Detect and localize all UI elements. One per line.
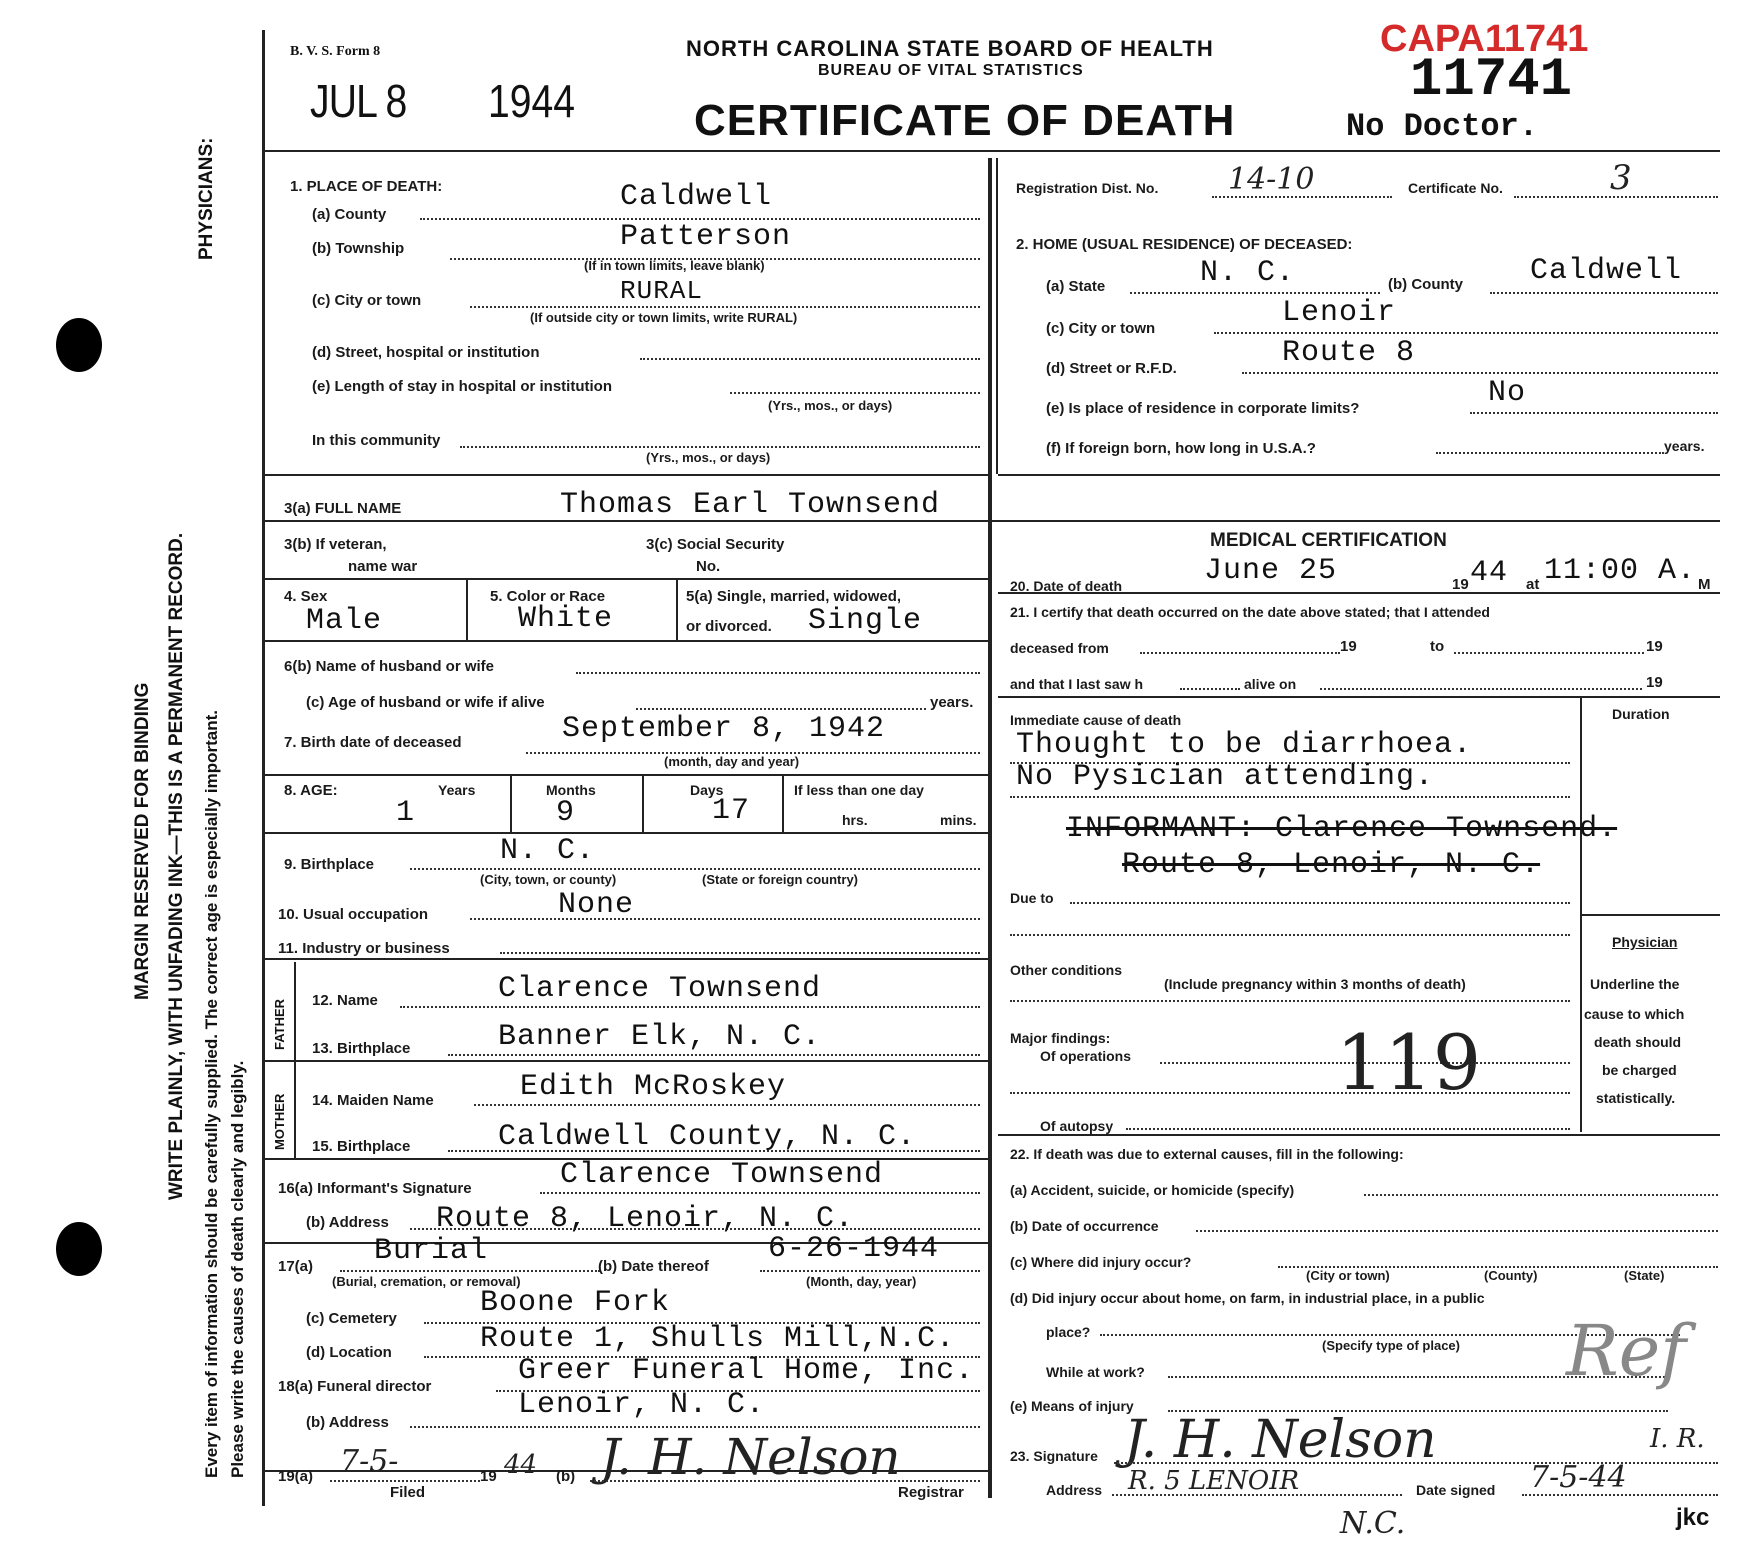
residence-street-line — [1242, 372, 1718, 374]
corporate-limits-value: No — [1488, 376, 1527, 410]
sex-label: 4. Sex — [284, 588, 328, 605]
residence-street-value: Route 8 — [1282, 336, 1416, 370]
residence-county-label: (b) County — [1388, 276, 1463, 293]
father-birthplace-line — [448, 1054, 980, 1056]
external-c-state: (State) — [1624, 1268, 1665, 1283]
binding-hole-bottom — [56, 1222, 102, 1276]
deceased-from-line — [1140, 652, 1340, 654]
informant-addr-label: (b) Address — [306, 1214, 389, 1231]
death-time-value: 11:00 A. — [1544, 554, 1697, 588]
full-name-label: 3(a) FULL NAME — [284, 500, 402, 517]
residence-county-value: Caldwell — [1530, 254, 1683, 288]
father-name-line — [400, 1006, 980, 1008]
form-number: B. V. S. Form 8 — [290, 44, 381, 59]
years-label: Years — [438, 782, 476, 798]
industry-label: 11. Industry or business — [278, 940, 450, 957]
father-mother-rule — [262, 1060, 990, 1062]
cause-code: 119 — [1336, 1018, 1482, 1107]
age-rule — [262, 832, 990, 834]
alive-on-line — [1320, 688, 1642, 690]
age-days-value: 17 — [712, 794, 751, 828]
occupation-value: None — [558, 888, 635, 922]
due-to-line — [1070, 902, 1570, 904]
nineteen-c: 19 — [1646, 674, 1663, 691]
address-line — [1112, 1494, 1402, 1496]
cemetery-value: Boone Fork — [480, 1286, 671, 1320]
operations-label: Of operations — [1040, 1048, 1132, 1064]
birthplace-line — [410, 868, 980, 870]
physician-signature-suffix: I. R. — [1650, 1424, 1705, 1454]
immediate-cause-1: Thought to be diarrhoea. — [1016, 728, 1473, 762]
age-divider-1 — [510, 776, 512, 832]
race-value: White — [518, 602, 614, 636]
due-to-line-2 — [1010, 934, 1570, 936]
father-birthplace-label: 13. Birthplace — [312, 1040, 411, 1057]
death-year-value: 44 — [1470, 556, 1509, 590]
physician-signature: J. H. Nelson — [1124, 1410, 1437, 1470]
sex-rule — [262, 640, 990, 642]
nineteen-a: 19 — [1340, 638, 1357, 655]
deceased-full-name: Thomas Earl Townsend — [560, 488, 941, 522]
signature-line — [1114, 1462, 1718, 1464]
residence-city-label: (c) City or town — [1046, 320, 1156, 337]
spouse-age-label: (c) Age of husband or wife if alive — [306, 694, 545, 711]
occupation-line — [470, 918, 980, 920]
deceased-from-label: deceased from — [1010, 640, 1109, 656]
cause2-line — [1010, 796, 1570, 798]
last-saw-label: and that I last saw h — [1010, 676, 1144, 692]
registrar-signature: J. H. Nelson — [600, 1428, 901, 1486]
informant-sig-value: Clarence Townsend — [560, 1158, 884, 1192]
residence-city-line — [1214, 332, 1718, 334]
duration-label: Duration — [1612, 706, 1670, 722]
certificate-no-value: 3 — [1610, 158, 1632, 198]
mother-birthplace-value: Caldwell County, N. C. — [498, 1120, 917, 1154]
community-line — [460, 446, 980, 448]
date-signed-label: Date signed — [1416, 1482, 1496, 1498]
mother-birthplace-label: 15. Birthplace — [312, 1138, 411, 1155]
birthplace-note-city: (City, town, or county) — [480, 872, 617, 887]
residence-state-value: N. C. — [1200, 256, 1296, 290]
foreign-born-label: (f) If foreign born, how long in U.S.A.? — [1046, 440, 1316, 457]
mother-name-line — [474, 1104, 980, 1106]
registrar-line — [590, 1480, 980, 1482]
filing-year-label: 19 — [480, 1468, 497, 1485]
filed-stamp-year: 1944 — [488, 75, 575, 127]
disposition-label: 17(a) — [278, 1258, 314, 1275]
registration-dist-value: 14-10 — [1228, 162, 1315, 197]
marital-label-2: or divorced. — [686, 618, 772, 635]
disposition-method-line — [340, 1270, 600, 1272]
operations-line-2 — [1010, 1092, 1570, 1094]
immediate-cause-rule — [998, 696, 1720, 698]
age-years-value: 1 — [396, 796, 416, 830]
veteran-label-2: name war — [348, 558, 418, 575]
disposition-method-note: (Burial, cremation, or removal) — [332, 1274, 521, 1289]
age-label: 8. AGE: — [284, 782, 338, 799]
informant-addr-value: Route 8, Lenoir, N. C. — [436, 1202, 855, 1236]
to-line — [1454, 652, 1644, 654]
external-a-line — [1364, 1194, 1718, 1196]
father-birthplace-value: Banner Elk, N. C. — [498, 1020, 822, 1054]
other-conditions-note: (Include pregnancy within 3 months of death) — [1164, 976, 1466, 992]
marital-value: Single — [808, 604, 923, 638]
physician-note-2: cause to which — [1584, 1006, 1685, 1022]
nineteen-b: 19 — [1646, 638, 1663, 655]
certify-statement: 21. I certify that death occurred on the date above stated; that I attended — [1010, 604, 1490, 620]
physician-note-3: death should — [1594, 1034, 1682, 1050]
reviewer-initials: Ref — [1566, 1310, 1687, 1392]
major-findings-label: Major findings: — [1010, 1030, 1111, 1046]
disposition-date-note: (Month, day, year) — [806, 1274, 917, 1289]
death-date-label: 20. Date of death — [1010, 578, 1123, 594]
community-units: (Yrs., mos., or days) — [646, 450, 771, 465]
spouse-name-line — [576, 672, 980, 674]
veteran-rule — [262, 578, 990, 580]
disposition-date-label: (b) Date thereof — [598, 1258, 709, 1275]
bureau-name: BUREAU OF VITAL STATISTICS — [818, 62, 1084, 79]
sex-value: Male — [306, 604, 383, 638]
community-label: In this community — [312, 432, 441, 449]
physician-rule — [1582, 914, 1720, 916]
alive-on-label: alive on — [1244, 676, 1297, 692]
death-m-label: M — [1698, 576, 1711, 593]
birth-date-note: (month, day and year) — [664, 754, 800, 769]
external-causes-label: 22. If death was due to external causes, fill in the following: — [1010, 1146, 1404, 1162]
external-b-line — [1196, 1230, 1718, 1232]
date-signed-line — [1522, 1494, 1718, 1496]
township-note: (If in town limits, leave blank) — [584, 258, 765, 273]
location-label: (d) Location — [306, 1344, 392, 1361]
spouse-age-line — [636, 708, 926, 710]
other-conditions-label: Other conditions — [1010, 962, 1122, 978]
sex-divider — [466, 580, 468, 640]
funeral-director-addr-value: Lenoir, N. C. — [518, 1388, 766, 1422]
residence-street-label: (d) Street or R.F.D. — [1046, 360, 1177, 377]
right-top-rule — [998, 474, 1720, 476]
age-months-value: 9 — [556, 796, 576, 830]
funeral-director-addr-label: (b) Address — [306, 1414, 389, 1431]
center-divider-2 — [996, 158, 998, 474]
ss-label: 3(c) Social Security — [646, 536, 785, 553]
registrar-label: Registrar — [898, 1484, 964, 1501]
header-rule — [262, 150, 1720, 152]
disposition-date-value: 6-26-1944 — [768, 1232, 940, 1266]
ss-label-2: No. — [696, 558, 721, 575]
race-label: 5. Color or Race — [490, 588, 606, 605]
archive-id-stamp: CAPA11741 — [1380, 18, 1589, 60]
city-line — [470, 306, 980, 308]
external-c-county: (County) — [1484, 1268, 1538, 1283]
county-label: (a) County — [312, 206, 387, 223]
physician-address: R. 5 LENOIR — [1128, 1466, 1300, 1496]
corporate-limits-line — [1470, 412, 1718, 414]
section1-rule — [262, 474, 990, 476]
foreign-born-line — [1436, 452, 1664, 454]
months-label: Months — [546, 782, 596, 798]
margin-binding-text: MARGIN RESERVED FOR BINDING — [132, 682, 153, 1000]
external-d-label: (d) Did injury occur about home, on farm, in industrial place, in a public — [1010, 1290, 1485, 1306]
filed-label: Filed — [390, 1484, 426, 1501]
residence-state-line — [1130, 292, 1380, 294]
cemetery-label: (c) Cemetery — [306, 1310, 397, 1327]
external-c-label: (c) Where did injury occur? — [1010, 1254, 1192, 1270]
death-year-label: 19 — [1452, 576, 1469, 593]
mother-name-label: 14. Maiden Name — [312, 1092, 434, 1109]
filing-label: 19(a) — [278, 1468, 314, 1485]
disposition-method-value: Burial — [374, 1234, 489, 1268]
external-a-label: (a) Accident, suicide, or homicide (specify) — [1010, 1182, 1295, 1198]
birthplace-note-state: (State or foreign country) — [702, 872, 859, 887]
archive-number-stamp: 11741 — [1410, 50, 1573, 111]
physician-note-5: statistically. — [1596, 1090, 1676, 1106]
hrs-label: hrs. — [842, 812, 868, 828]
informant-sig-label: 16(a) Informant's Signature — [278, 1180, 472, 1197]
medical-cert-title: MEDICAL CERTIFICATION — [1210, 530, 1447, 551]
father-side-label: FATHER — [272, 998, 287, 1050]
margin-ink-text: WRITE PLAINLY, WITH UNFADING INK—THIS IS A PERMANENT RECORD. — [166, 532, 187, 1200]
street-line — [640, 358, 980, 360]
days-label: Days — [690, 782, 724, 798]
city-label: (c) City or town — [312, 292, 422, 309]
stay-units: (Yrs., mos., or days) — [768, 398, 893, 413]
other-conditions-line — [1010, 1000, 1570, 1002]
name-rule — [262, 520, 1720, 522]
physician-note-4: be charged — [1602, 1062, 1677, 1078]
no-doctor-note: No Doctor. — [1346, 108, 1539, 145]
informant-statement: INFORMANT: Clarence Townsend. — [1066, 812, 1618, 846]
birthplace-label: 9. Birthplace — [284, 856, 375, 873]
binding-hole-top — [56, 318, 102, 372]
external-d-note: (Specify type of place) — [1322, 1338, 1460, 1353]
marital-label: 5(a) Single, married, widowed, — [686, 588, 902, 605]
residence-state-label: (a) State — [1046, 278, 1106, 295]
last-saw-line — [1180, 688, 1240, 690]
race-divider — [676, 580, 678, 640]
archivist-initials: jkc — [1676, 1504, 1710, 1531]
physician-title: Physician — [1612, 934, 1678, 950]
age-divider-2 — [642, 776, 644, 832]
filing-year-value: 44 — [504, 1450, 538, 1480]
left-border — [262, 30, 265, 1506]
birth-date-label: 7. Birth date of deceased — [284, 734, 462, 751]
external-d-label-2: place? — [1046, 1324, 1091, 1340]
father-name-label: 12. Name — [312, 992, 378, 1009]
board-name: NORTH CAROLINA STATE BOARD OF HEALTH — [686, 36, 1214, 61]
age-divider-3 — [782, 776, 784, 832]
birth-date-value: September 8, 1942 — [562, 712, 886, 746]
filing-date-line — [330, 1480, 480, 1482]
father-name-value: Clarence Townsend — [498, 972, 822, 1006]
while-at-work-label: While at work? — [1046, 1364, 1145, 1380]
occupation-top-rule — [262, 958, 990, 960]
margin-instructions-line1: Every item of information should be carefully supplied. The correct age is especially important. — [202, 709, 221, 1478]
registration-dist-label: Registration Dist. No. — [1016, 180, 1159, 196]
informant-sig-line — [540, 1192, 980, 1194]
birth-date-rule — [262, 774, 990, 776]
stay-label: (e) Length of stay in hospital or institution — [312, 378, 612, 395]
funeral-director-label: 18(a) Funeral director — [278, 1378, 432, 1395]
external-rule — [998, 1134, 1720, 1136]
external-c-city: (City or town) — [1306, 1268, 1390, 1283]
occupation-label: 10. Usual occupation — [278, 906, 429, 923]
residence-label: 2. HOME (USUAL RESIDENCE) OF DECEASED: — [1016, 236, 1353, 253]
certificate-no-label: Certificate No. — [1408, 180, 1503, 196]
physician-address-2: N.C. — [1340, 1506, 1406, 1541]
page-title: CERTIFICATE OF DEATH — [694, 96, 1236, 145]
immediate-cause-2: No Pysician attending. — [1016, 760, 1435, 794]
margin-instructions-line2: Please write the causes of death clearly and legibly. — [228, 1060, 247, 1478]
autopsy-line — [1126, 1128, 1570, 1130]
filing-date-value: 7-5- — [340, 1444, 399, 1479]
birthplace-value: N. C. — [500, 834, 596, 868]
place-of-death-label: 1. PLACE OF DEATH: — [290, 178, 443, 195]
external-b-label: (b) Date of occurrence — [1010, 1218, 1159, 1234]
residence-county-line — [1490, 292, 1718, 294]
stay-line — [730, 392, 980, 394]
spouse-name-label: 6(b) Name of husband or wife — [284, 658, 495, 675]
death-township-value: Patterson — [620, 220, 792, 254]
township-label: (b) Township — [312, 240, 405, 257]
informant-statement-addr: Route 8, Lenoir, N. C. — [1122, 848, 1541, 882]
industry-line — [500, 952, 980, 954]
external-e-label: (e) Means of injury — [1010, 1398, 1134, 1414]
death-city-value: RURAL — [620, 276, 704, 306]
autopsy-label: Of autopsy — [1040, 1118, 1114, 1134]
corporate-limits-label: (e) Is place of residence in corporate limits? — [1046, 400, 1360, 417]
immediate-cause-label: Immediate cause of death — [1010, 712, 1182, 728]
funeral-director-value: Greer Funeral Home, Inc. — [518, 1354, 975, 1388]
less-than-day-label: If less than one day — [794, 782, 924, 798]
filing-b-label: (b) — [556, 1468, 576, 1485]
residence-city-value: Lenoir — [1282, 296, 1397, 330]
foreign-born-units: years. — [1664, 438, 1705, 454]
veteran-label: 3(b) If veteran, — [284, 536, 387, 553]
mother-name-value: Edith McRoskey — [520, 1070, 787, 1104]
margin-physicians-text: PHYSICIANS: — [196, 137, 217, 260]
city-note: (If outside city or town limits, write RURAL) — [530, 310, 798, 325]
physician-note-1: Underline the — [1590, 976, 1680, 992]
location-value: Route 1, Shulls Mill,N.C. — [480, 1322, 956, 1356]
street-label: (d) Street, hospital or institution — [312, 344, 540, 361]
death-month-day: June 25 — [1204, 554, 1338, 588]
spouse-age-units: years. — [930, 694, 974, 711]
date-signed-value: 7-5-44 — [1530, 1460, 1627, 1495]
death-at-label: at — [1526, 576, 1540, 593]
center-divider — [988, 158, 992, 1498]
filed-stamp-month: JUL 8 — [310, 75, 407, 127]
death-county-value: Caldwell — [620, 180, 773, 214]
mins-label: mins. — [940, 812, 977, 828]
mother-side-label: MOTHER — [272, 1093, 287, 1150]
disposition-date-line — [760, 1270, 980, 1272]
due-to-label: Due to — [1010, 890, 1054, 906]
signature-label: 23. Signature — [1010, 1448, 1098, 1464]
address-label: Address — [1046, 1482, 1103, 1498]
to-label: to — [1430, 638, 1445, 655]
